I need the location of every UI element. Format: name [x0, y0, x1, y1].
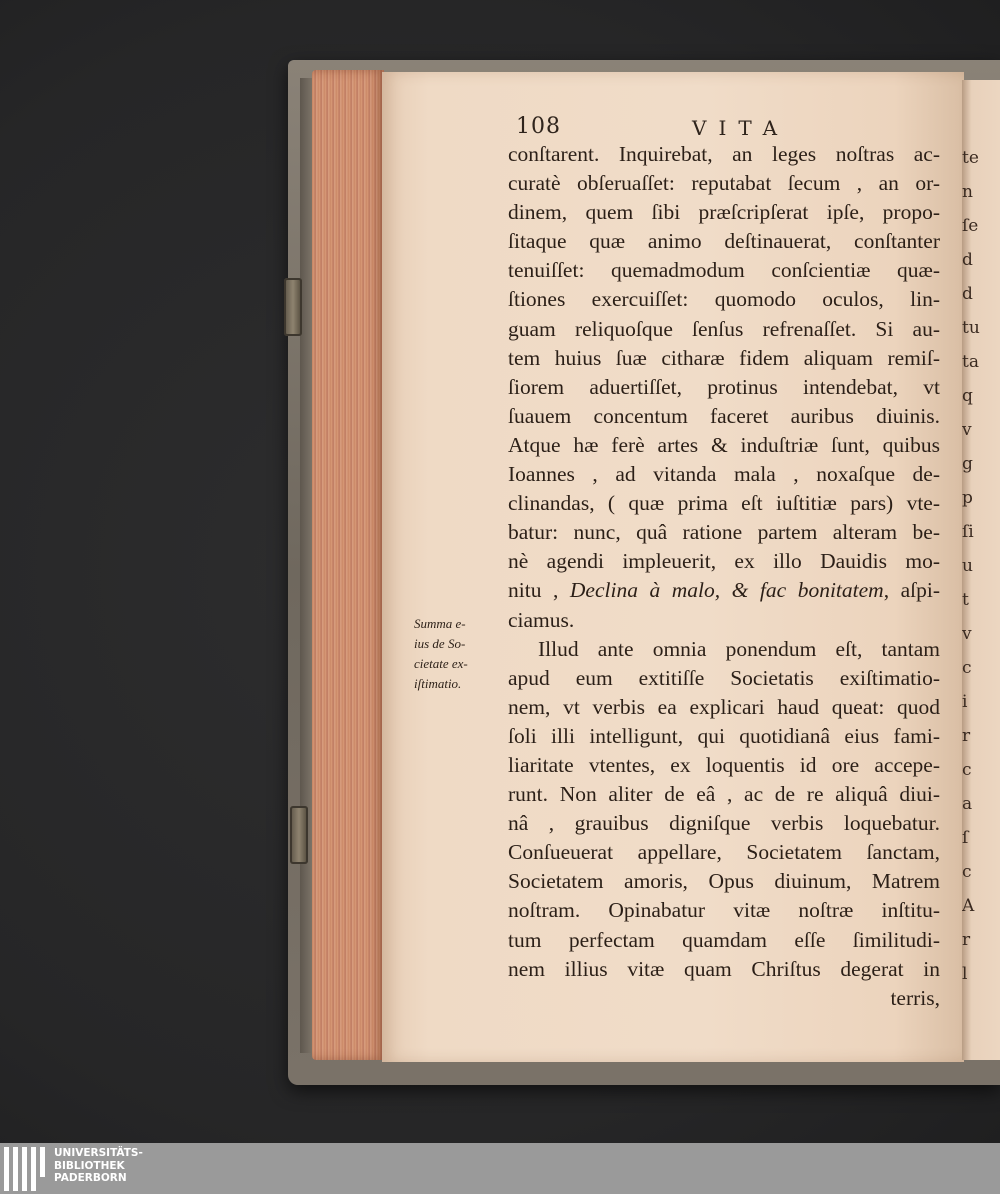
page-number: 108: [516, 114, 561, 139]
facing-page-fragment: r: [962, 726, 971, 746]
text-line: curatè obſeruaſſet: reputabat ſecum , an or-: [508, 171, 940, 196]
facing-page-fragment: d: [962, 250, 973, 270]
text-line: Ioannes , ad vitanda mala , noxaſque de-: [508, 462, 940, 487]
text-line: tem huius ſuæ citharæ fidem aliquam remiſ-: [508, 345, 940, 370]
text-line: ciamus.: [508, 607, 575, 632]
facing-page-fragment: n: [962, 182, 973, 202]
facing-page-fragment: A: [962, 896, 975, 916]
text-line: ſiorem aduertiſſet, protinus intendebat, vt: [508, 374, 940, 399]
facing-page: [962, 80, 1000, 1060]
clasp-bottom: [290, 806, 308, 864]
text-line: Conſueuerat appellare, Societatem ſanctam,: [508, 840, 940, 865]
text-line: runt. Non aliter de eâ , ac de re aliquâ diui-: [508, 782, 940, 807]
library-name-line: PADERBORN: [54, 1172, 127, 1184]
text-line: Atque hæ ferè artes & induſtriæ ſunt, quibus: [508, 432, 940, 457]
quotation: Declina à malo, & fac bonitatem: [569, 578, 884, 603]
library-name-line: BIBLIOTHEK: [54, 1159, 125, 1172]
facing-page-fragment: ſe: [962, 216, 979, 236]
facing-page-fragment: d: [962, 284, 973, 304]
text-line: nè agendi impleuerit, ex illo Dauidis mo-: [508, 549, 940, 574]
text-line: nâ , grauibus digniſque verbis loquebatur.: [508, 811, 940, 836]
facing-page-fragment: c: [962, 760, 972, 780]
text-line: ſitaque quæ animo deſtinauerat, conſtanter: [508, 229, 940, 254]
text-line: ſtiones exercuiſſet: quomodo oculos, lin-: [508, 287, 940, 312]
clasp-top: [284, 278, 302, 336]
text-line: conſtarent. Inquirebat, an leges noſtras ac-: [508, 142, 940, 166]
facing-page-fragment: ſ: [962, 828, 969, 848]
facing-page-fragment: g: [962, 454, 973, 474]
facing-page-fragment: v: [962, 420, 972, 440]
facing-page-fragment: te: [962, 148, 979, 168]
facing-page-fragment: a: [962, 794, 973, 814]
text-line: tum perfectam quamdam eſſe ſimilitudi-: [508, 927, 940, 952]
text-line: noſtram. Opinabatur vitæ noſtræ inſtitu-: [508, 898, 940, 923]
text-line: batur: nunc, quâ ratione partem alteram be-: [508, 520, 940, 545]
body-text: [508, 140, 940, 1013]
text-line: ſuauem concentum faceret auribus diuinis.: [508, 403, 940, 428]
text-line: ſoli illi intelligunt, qui quotidianâ eius fami-: [508, 723, 940, 748]
facing-page-fragment: tu: [962, 318, 980, 338]
library-footer: [0, 1143, 1000, 1194]
facing-page-fragment: v: [962, 624, 972, 644]
text-line: nitu , Declina à malo, & fac bonitatem, aſpi-: [508, 578, 941, 603]
text-line: nem, vt verbis ea explicari haud queat: quod: [508, 694, 940, 719]
text-line: dinem, quem ſibi præſcripſerat ipſe, propo-: [508, 200, 940, 225]
facing-page-fragment: c: [962, 862, 972, 882]
margin-note-line: cietate ex-: [414, 656, 468, 671]
running-head: [516, 114, 936, 142]
text-line: clinandas, ( quæ prima eſt iuſtitiæ pars) vte-: [508, 491, 940, 516]
margin-note-line: iſtimatio.: [414, 676, 462, 691]
library-logo-icon: [4, 1147, 48, 1191]
running-title: VITA: [692, 116, 790, 140]
facing-page-fragment: ta: [962, 352, 979, 372]
text-line: guam reliquoſque ſenſus refrenaſſet. Si au-: [508, 316, 940, 341]
facing-page-fragment: r: [962, 930, 971, 950]
text-line: nem illius vitæ quam Chriſtus degerat in: [508, 956, 940, 981]
text-line: tenuiſſet: quemadmodum conſcientiæ quæ-: [508, 258, 940, 283]
facing-page-fragment: c: [962, 658, 972, 678]
page-fore-edge: [312, 70, 384, 1060]
text-line: Societatem amoris, Opus diuinum, Matrem: [508, 869, 940, 894]
text-line: apud eum extitiſſe Societatis exiſtimatio-: [508, 665, 940, 690]
catchword: terris,: [890, 985, 940, 1010]
facing-page-fragment: u: [962, 556, 973, 576]
facing-page-fragment: i: [962, 692, 968, 712]
margin-note-line: ius de So-: [414, 636, 466, 651]
facing-page-fragment: q: [962, 386, 973, 406]
text-line: Illud ante omnia ponendum eſt, tantam: [538, 636, 940, 661]
library-name-line: UNIVERSITÄTS-: [54, 1147, 143, 1159]
facing-page-fragment: t: [962, 590, 969, 610]
library-name: [54, 1147, 143, 1185]
text-line: liaritate vtentes, ex loquentis id ore accepe-: [508, 752, 940, 777]
facing-page-fragment: p: [962, 488, 973, 508]
facing-page-fragment: ſi: [962, 522, 974, 542]
facing-page-fragment: l: [962, 964, 968, 984]
margin-note-line: Summa e-: [414, 616, 466, 631]
margin-note: [414, 614, 508, 694]
